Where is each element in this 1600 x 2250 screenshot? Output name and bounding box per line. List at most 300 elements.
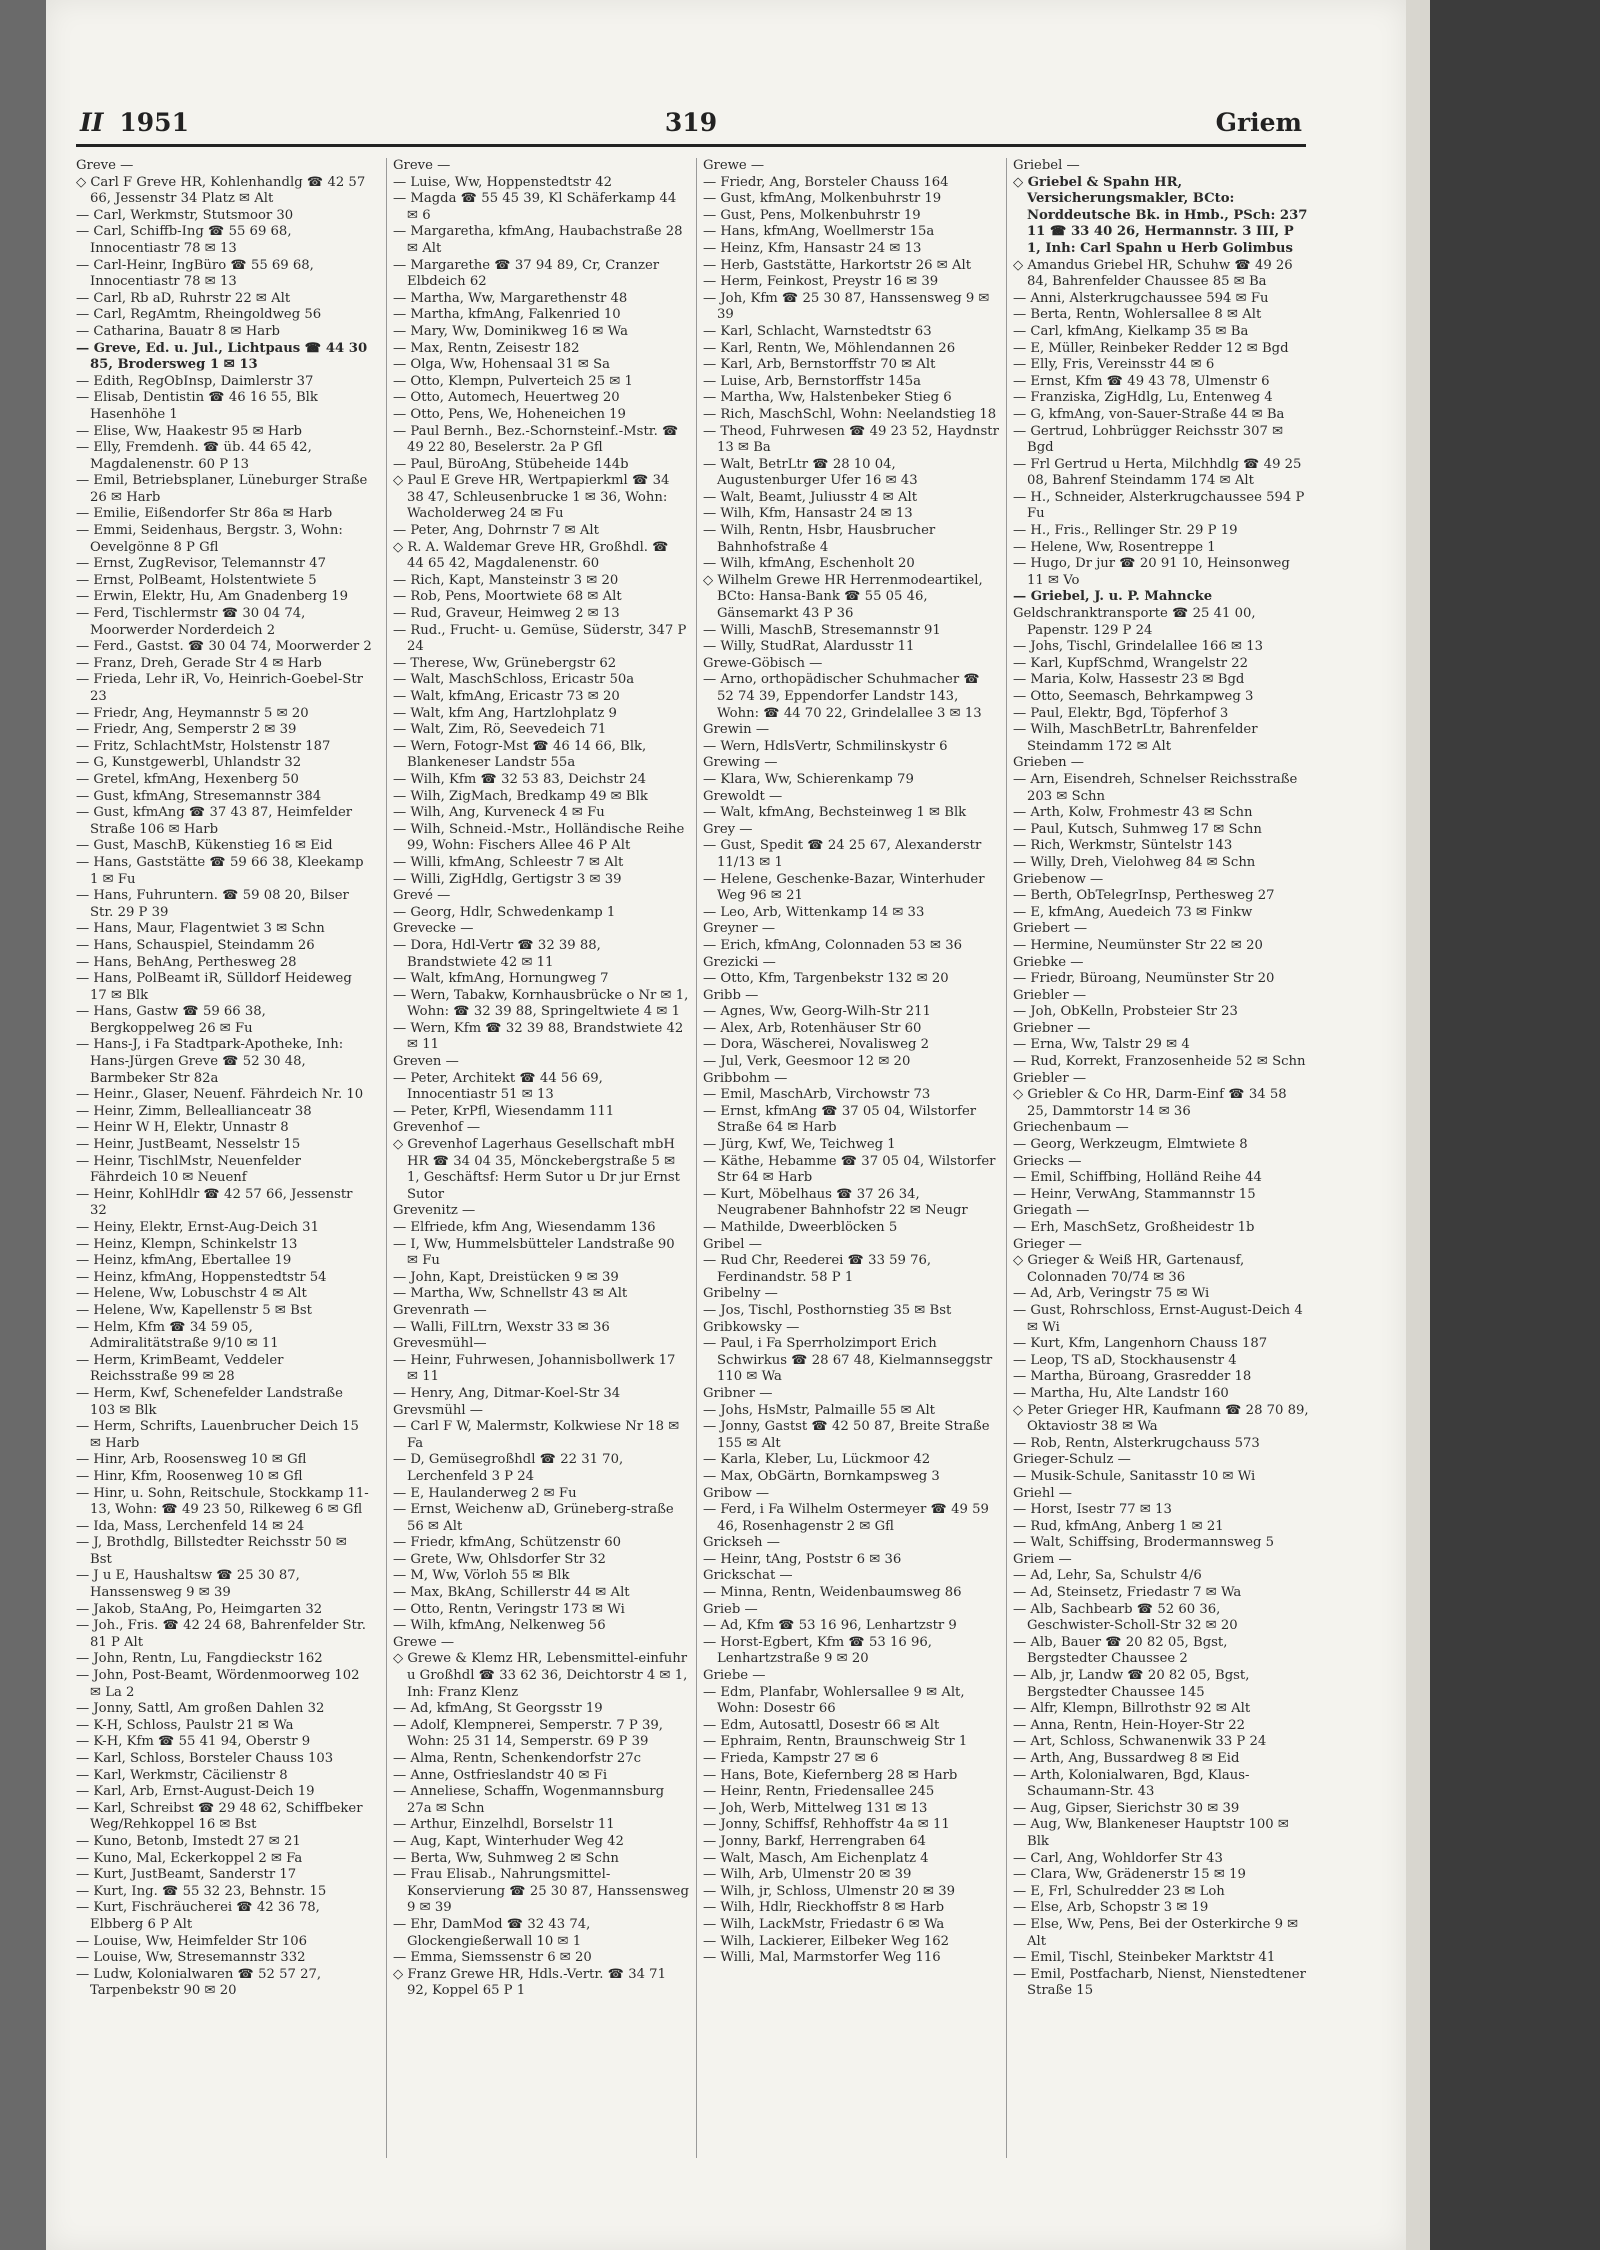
directory-entry: — Martha, Hu, Alte Landstr 160 [1013,1385,1229,1401]
directory-entry: — Ehr, DamMod ☎ 32 43 74, Glockengießerwall 10 ✉ 1 [393,1916,591,1949]
directory-entry: Geldschranktransporte ☎ 25 41 00, Papenstr. 129 P 24 [1013,606,1256,638]
directory-entry: Grevé — [393,888,451,904]
directory-entry: Grieger-Schulz — [1013,1452,1131,1468]
directory-entry: — Frieda, Kampstr 27 ✉ 6 [703,1751,879,1766]
directory-entry: Griebler — [1013,1070,1087,1086]
directory-entry: ◇ Griebler & Co HR, Darm-Einf ☎ 34 58 25, Dammtorstr 14 ✉ 36 [1013,1087,1287,1119]
catchword: Griem [1215,108,1302,137]
directory-entry: — Hermine, Neumünster Str 22 ✉ 20 [1013,937,1263,953]
directory-entry: — Carl, kfmAng, Kielkamp 35 ✉ Ba [1013,323,1249,339]
directory-entry: — Heiny, Elektr, Ernst-Aug-Deich 31 [76,1220,319,1235]
directory-entry: — Griebel, J. u. P. Mahncke [1013,589,1213,605]
directory-entry: — Maria, Kolw, Hassestr 23 ✉ Bgd [1013,672,1245,688]
directory-entry: — Else, Ww, Pens, Bei der Osterkirche 9 ✉ Alt [1013,1916,1299,1949]
directory-entry: — Walt, BetrLtr ☎ 28 10 04, Augustenburger Ufer 16 ✉ 43 [703,456,918,489]
directory-entry: — Wilh, Kfm, Hansastr 24 ✉ 13 [703,506,913,522]
directory-entry: ◇ Franz Grewe HR, Hdls.-Vertr. ☎ 34 71 92, Koppel 65 P 1 [393,1966,666,1999]
running-head [76,106,1306,147]
directory-entry: — Rich, MaschSchl, Wohn: Neelandstieg 18 [703,406,997,422]
directory-entry: — Horst-Egbert, Kfm ☎ 53 16 96, Lenhartzstraße 9 ✉ 20 [703,1634,932,1667]
directory-entry: Grevenhof — [393,1120,481,1136]
directory-entry: Greyner — [703,921,776,937]
directory-entry: — Edm, Planfabr, Wohlersallee 9 ✉ Alt, Wohn: Dosestr 66 [703,1684,965,1717]
directory-entry: — Wilh, Ang, Kurveneck 4 ✉ Fu [393,805,605,821]
directory-entry: — Hans, Gastw ☎ 59 66 38, Bergkoppelweg 26 ✉ Fu [76,1004,266,1036]
directory-entry: — Hugo, Dr jur ☎ 20 91 10, Heinsonweg 11 ✉ Vo [1013,556,1290,588]
directory-entry: — Greve, Ed. u. Jul., Lichtpaus ☎ 44 30 85, Brodersweg 1 ✉ 13 [76,340,368,373]
directory-entry: — Otto, Rentn, Veringstr 173 ✉ Wi [393,1601,625,1617]
directory-entry: — Herb, Gaststätte, Harkortstr 26 ✉ Alt [703,257,972,273]
directory-entry: — Rob, Rentn, Alsterkrugchauss 573 [1013,1435,1260,1451]
directory-entry: Grey — [703,821,753,837]
directory-entry: — Hans, BehAng, Perthesweg 28 [76,954,297,970]
directory-columns [76,158,1309,2158]
directory-entry: — Wilh, Schneid.-Mstr., Holländische Reihe 99, Wohn: Fischers Allee 46 P Alt [393,821,685,854]
directory-entry: — Else, Arb, Schopstr 3 ✉ 19 [1013,1900,1209,1916]
directory-entry: — Peter, KrPfl, Wiesendamm 111 [393,1103,615,1119]
year-label: 1951 [119,108,189,137]
directory-entry: — Wilh, jr, Schloss, Ulmenstr 20 ✉ 39 [703,1883,956,1899]
directory-entry: — Ferd., Gastst. ☎ 30 04 74, Moorwerder 2 [76,639,372,655]
directory-entry: — Alex, Arb, Rotenhäuser Str 60 [703,1020,922,1036]
directory-entry: — Leop, TS aD, Stockhausenstr 4 [1013,1352,1237,1368]
directory-entry: Gribbohm — [703,1070,788,1086]
directory-entry: ◇ Paul E Greve HR, Wertpapierkml ☎ 34 38 47, Schleusenbrucke 1 ✉ 36, Wohn: Wacholderweg 24 ✉ Fu [393,473,670,522]
directory-entry: — Heinr, tAng, Poststr 6 ✉ 36 [703,1551,902,1567]
directory-entry: — Ernst, kfmAng ☎ 37 05 04, Wilstorfer Straße 64 ✉ Harb [703,1103,977,1136]
directory-entry: — Willy, Dreh, Vielohweg 84 ✉ Schn [1013,854,1256,870]
directory-entry: Griecks — [1013,1153,1082,1169]
directory-entry: — Wilh, Hdlr, Rieckhoffstr 8 ✉ Harb [703,1900,945,1916]
directory-entry: — Walt, Beamt, Juliusstr 4 ✉ Alt [703,489,917,505]
directory-entry: — Hinr, Arb, Roosensweg 10 ✉ Gfl [76,1452,307,1468]
directory-entry: — Alb, Sachbearb ☎ 52 60 36, Geschwister-Scholl-Str 32 ✉ 20 [1013,1601,1238,1634]
directory-entry: — Walt, kfmAng, Bechsteinweg 1 ✉ Blk [703,805,967,821]
directory-entry: — H., Schneider, Alsterkrugchaussee 594 P Fu [1013,489,1305,522]
directory-entry: Greve — [393,158,451,173]
directory-entry: — Alma, Rentn, Schenkendorfstr 27c [393,1751,642,1766]
directory-entry: — Walli, FilLtrn, Wexstr 33 ✉ 36 [393,1319,610,1335]
directory-entry: — Elfriede, kfm Ang, Wiesendamm 136 [393,1220,656,1235]
directory-entry: Gribkowsky — [703,1319,800,1335]
directory-entry: Grevesmühl— [393,1336,487,1352]
directory-entry: — Karl, Schloss, Borsteler Chauss 103 [76,1751,334,1766]
directory-entry: — Minna, Rentn, Weidenbaumsweg 86 [703,1585,962,1601]
page-number: 319 [664,108,718,137]
directory-entry: — Arthur, Einzelhdl, Borselstr 11 [393,1817,615,1833]
directory-entry: Grevecke — [393,921,474,937]
directory-entry: — Alfr, Klempn, Billrothstr 92 ✉ Alt [1013,1701,1251,1717]
directory-entry: — J u E, Haushaltsw ☎ 25 30 87, Hanssensweg 9 ✉ 39 [76,1568,300,1601]
directory-entry: — Emma, Siemssenstr 6 ✉ 20 [393,1950,592,1966]
directory-entry: — Aug, Gipser, Sierichstr 30 ✉ 39 [1013,1800,1240,1816]
directory-entry: — E, Haulanderweg 2 ✉ Fu [393,1485,577,1501]
directory-entry: — Rich, Kapt, Mansteinstr 3 ✉ 20 [393,572,619,588]
directory-entry: — Gust, Rohrschloss, Ernst-August-Deich 4 ✉ Wi [1013,1302,1303,1335]
directory-entry: — Heinr, Rentn, Friedensallee 245 [703,1784,935,1800]
directory-entry: — Art, Schloss, Schwanenwik 33 P 24 [1013,1734,1267,1750]
directory-entry: — Carl, Rb aD, Ruhrstr 22 ✉ Alt [76,290,291,306]
directory-entry: — Willi, Mal, Marmstorfer Weg 116 [703,1950,941,1966]
directory-entry: — Max, Rentn, Zeisestr 182 [393,340,580,356]
directory-entry: — Kurt, Fischräucherei ☎ 42 36 78, Elbberg 6 P Alt [76,1900,320,1932]
directory-entry: — E, kfmAng, Auedeich 73 ✉ Finkw [1013,904,1253,920]
directory-entry: — Martha, kfmAng, Falkenried 10 [393,307,621,323]
directory-entry: — Emmi, Seidenhaus, Bergstr. 3, Wohn: Oevelgönne 8 P Gfl [76,523,343,555]
directory-entry: — Margarethe ☎ 37 94 89, Cr, Cranzer Elbdeich 62 [393,257,660,290]
column-4 [1006,158,1309,2158]
directory-entry: — Ernst, Kfm ☎ 49 43 78, Ulmenstr 6 [1013,373,1270,389]
directory-entry: — Heinz, kfmAng, Ebertallee 19 [76,1253,292,1269]
directory-entry: — E, Müller, Reinbeker Redder 12 ✉ Bgd [1013,340,1289,356]
directory-entry: — Arth, Ang, Bussardweg 8 ✉ Eid [1013,1751,1240,1766]
directory-entry: — Joh, Werb, Mittelweg 131 ✉ 13 [703,1800,928,1816]
directory-entry: — Rob, Pens, Moortwiete 68 ✉ Alt [393,589,622,605]
directory-entry: — Friedr, Ang, Heymannstr 5 ✉ 20 [76,705,309,721]
directory-entry: — Friedr, Büroang, Neumünster Str 20 [1013,971,1275,987]
directory-entry: — Kurt, Möbelhaus ☎ 37 26 34, Neugrabener Bahnhofstr 22 ✉ Neugr [703,1186,968,1219]
directory-entry: — E, Frl, Schulredder 23 ✉ Loh [1013,1883,1225,1899]
directory-entry: — Wilh, Lackierer, Eilbeker Weg 162 [703,1933,950,1949]
directory-entry: — Frieda, Lehr iR, Vo, Heinrich-Goebel-Str 23 [76,672,363,704]
directory-entry: — Luise, Arb, Bernstorffstr 145a [703,373,922,389]
directory-entry: — G, kfmAng, von-Sauer-Straße 44 ✉ Ba [1013,406,1285,422]
directory-entry: — Carl, RegAmtm, Rheingoldweg 56 [76,307,322,323]
directory-entry: — Heinr, KohlHdlr ☎ 42 57 66, Jessenstr 32 [76,1186,353,1219]
directory-entry: — Friedr, Ang, Borsteler Chauss 164 [703,174,949,190]
directory-entry: — Karl, Arb, Ernst-August-Deich 19 [76,1784,315,1800]
directory-entry: Gribow — [703,1485,770,1501]
directory-entry: ◇ Grieger & Weiß HR, Gartenausf, Colonnaden 70/74 ✉ 36 [1013,1253,1245,1285]
directory-entry: — Martha, Büroang, Grasredder 18 [1013,1369,1252,1385]
directory-entry: — Ephraim, Rentn, Braunschweig Str 1 [703,1734,968,1750]
directory-entry: — I, Ww, Hummelsbütteler Landstraße 90 ✉ Fu [393,1236,675,1269]
directory-entry: — Heinr, VerwAng, Stammannstr 15 [1013,1186,1256,1202]
directory-entry: — Willy, StudRat, Alardusstr 11 [703,639,915,655]
directory-entry: — Paul Bernh., Bez.-Schornsteinf.-Mstr. ☎ 49 22 80, Beselerstr. 2a P Gfl [393,423,679,456]
directory-entry: — Elise, Ww, Haakestr 95 ✉ Harb [76,423,302,439]
directory-entry: — Wilh, Arb, Ulmenstr 20 ✉ 39 [703,1867,912,1883]
directory-entry: — Wern, Tabakw, Kornhausbrücke o Nr ✉ 1, Wohn: ☎ 32 39 88, Springeltwiete 4 ✉ 1 [393,987,689,1020]
directory-entry: — Horst, Isestr 77 ✉ 13 [1013,1502,1172,1518]
directory-entry: — Ad, Lehr, Sa, Schulstr 4/6 [1013,1568,1202,1584]
directory-entry: — Elly, Fris, Vereinsstr 44 ✉ 6 [1013,357,1215,373]
directory-entry: — Johs, Tischl, Grindelallee 166 ✉ 13 [1013,639,1264,655]
directory-entry: Grezicki — [703,954,776,970]
directory-entry: — Jonny, Schiffsf, Rehhoffstr 4a ✉ 11 [703,1817,950,1833]
directory-entry: Grewin — [703,722,770,738]
directory-entry: — Erna, Ww, Talstr 29 ✉ 4 [1013,1037,1190,1053]
directory-entry: — Hans, kfmAng, Woellmerstr 15a [703,224,935,240]
directory-entry: — Ernst, Weichenw aD, Grüneberg-straße 56 ✉ Alt [393,1502,674,1534]
directory-entry: ◇ Carl F Greve HR, Kohlenhandlg ☎ 42 57 66, Jessenstr 34 Platz ✉ Alt [76,174,366,207]
directory-entry: — Karl, Rentn, We, Möhlendannen 26 [703,340,956,356]
directory-entry: — Berta, Ww, Suhmweg 2 ✉ Schn [393,1850,619,1866]
directory-entry: — Jakob, StaAng, Po, Heimgarten 32 [76,1601,323,1617]
directory-entry: — Karl, KupfSchmd, Wrangelstr 22 [1013,655,1249,671]
directory-entry: — Erh, MaschSetz, Großheidestr 1b [1013,1220,1255,1235]
directory-entry: — Peter, Ang, Dohrnstr 7 ✉ Alt [393,523,599,539]
directory-entry: — Ad, kfmAng, St Georgsstr 19 [393,1701,603,1717]
directory-entry: — Helene, Ww, Kapellenstr 5 ✉ Bst [76,1302,312,1318]
directory-entry: — J, Brothdlg, Billstedter Reichsstr 50 ✉ Bst [76,1535,347,1567]
directory-entry: — Dora, Hdl-Vertr ☎ 32 39 88, Brandstwiete 42 ✉ 11 [393,937,601,970]
directory-entry: — Käthe, Hebamme ☎ 37 05 04, Wilstorfer Str 64 ✉ Harb [703,1153,996,1186]
directory-entry: — Rich, Werkmstr, Süntelstr 143 [1013,838,1233,854]
directory-entry: — K-H, Schloss, Paulstr 21 ✉ Wa [76,1717,294,1733]
directory-entry: Griebner — [1013,1020,1091,1036]
directory-entry: — Walt, Masch, Am Eichenplatz 4 [703,1850,929,1866]
directory-entry: — Walt, kfm Ang, Hartzlohplatz 9 [393,705,617,721]
directory-entry: Grevsmühl — [393,1402,483,1418]
directory-entry: Gribner — [703,1385,773,1401]
directory-entry: — Otto, Seemasch, Behrkampweg 3 [1013,689,1254,704]
directory-entry: — K-H, Kfm ☎ 55 41 94, Oberstr 9 [76,1734,311,1750]
directory-entry: — Hans, Gaststätte ☎ 59 66 38, Kleekamp 1 ✉ Fu [76,854,364,887]
directory-entry: — Carl-Heinr, IngBüro ☎ 55 69 68, Innocentiastr 78 ✉ 13 [76,257,314,290]
directory-entry: Gribb — [703,987,759,1003]
directory-entry: — Arn, Eisendreh, Schnelser Reichsstraße 203 ✉ Schn [1013,771,1298,804]
directory-entry: — Hans, Schauspiel, Steindamm 26 [76,937,315,953]
directory-entry: — Otto, Klempn, Pulverteich 25 ✉ 1 [393,373,633,389]
directory-entry: — Therese, Ww, Grünebergstr 62 [393,655,617,671]
directory-entry: — Alb, Bauer ☎ 20 82 05, Bgst, Bergstedter Chaussee 2 [1013,1634,1228,1667]
directory-entry: — Heinr, Fuhrwesen, Johannisbollwerk 17 ✉ 11 [393,1352,676,1385]
directory-entry: Grewe — [393,1634,455,1650]
directory-entry: — Agnes, Ww, Georg-Wilh-Str 211 [703,1004,931,1020]
directory-entry: — Ludw, Kolonialwaren ☎ 52 57 27, Tarpenbekstr 90 ✉ 20 [76,1966,322,1999]
directory-entry: — Joh, Kfm ☎ 25 30 87, Hanssensweg 9 ✉ 39 [703,290,990,323]
directory-entry: — Wilh, LackMstr, Friedastr 6 ✉ Wa [703,1916,945,1932]
directory-entry: — Rud, kfmAng, Anberg 1 ✉ 21 [1013,1518,1224,1534]
directory-entry: Grevenrath — [393,1302,487,1318]
directory-entry: — Willi, kfmAng, Schleestr 7 ✉ Alt [393,854,624,870]
directory-entry: — Karl, Schlacht, Warnstedtstr 63 [703,323,932,339]
column-2 [386,158,689,2158]
directory-entry: Grevenitz — [393,1203,476,1219]
directory-entry: — Georg, Werkzeugm, Elmtwiete 8 [1013,1137,1248,1153]
directory-entry: ◇ Peter Grieger HR, Kaufmann ☎ 28 70 89, Oktaviostr 38 ✉ Wa [1013,1402,1309,1435]
directory-entry: — Karl, Schreibst ☎ 29 48 62, Schiffbeker Weg/Rehkoppel 16 ✉ Bst [76,1800,363,1833]
directory-entry: — Carl, Ang, Wohldorfer Str 43 [1013,1850,1223,1866]
directory-entry: — Martha, Ww, Margarethenstr 48 [393,290,628,306]
directory-entry: Gribel — [703,1236,762,1252]
directory-entry: ◇ Grevenhof Lagerhaus Gesellschaft mbH HR ☎ 34 04 35, Mönckebergstraße 5 ✉ 1, Geschäftsf: Herm Sutor u Dr jur Ernst Sutor [393,1137,680,1202]
directory-entry: — Peter, Architekt ☎ 44 56 69, Innocentiastr 51 ✉ 13 [393,1070,603,1103]
column-3 [696,158,999,2158]
directory-entry: — Hans, PolBeamt iR, Sülldorf Heideweg 17 ✉ Blk [76,971,352,1003]
directory-entry: — Johs, HsMstr, Palmaille 55 ✉ Alt [703,1402,935,1418]
directory-entry: — Arth, Kolonialwaren, Bgd, Klaus-Schaumann-Str. 43 [1013,1767,1250,1800]
directory-entry: — Emil, Schiffbing, Holländ Reihe 44 [1013,1170,1262,1186]
directory-entry: — Leo, Arb, Wittenkamp 14 ✉ 33 [703,904,925,920]
directory-entry: — Walt, kfmAng, Ericastr 73 ✉ 20 [393,689,620,704]
scan-border-left [0,0,46,2250]
directory-entry: — Dora, Wäscherei, Novalisweg 2 [703,1037,929,1053]
directory-entry: Griem — [1013,1551,1072,1567]
directory-entry: — Emil, Betriebsplaner, Lüneburger Straße 26 ✉ Harb [76,473,368,505]
directory-entry: — Heinr W H, Elektr, Unnastr 8 [76,1120,289,1136]
scan-border-right [1430,0,1600,2250]
directory-entry: — Paul, Kutsch, Suhmweg 17 ✉ Schn [1013,821,1262,837]
directory-entry: — Helene, Geschenke-Bazar, Winterhuder Weg 96 ✉ 21 [703,871,985,904]
directory-entry: — Ferd, i Fa Wilhelm Ostermeyer ☎ 49 59 46, Rosenhagenstr 2 ✉ Gfl [703,1502,989,1534]
directory-entry: — Heinr., Glaser, Neuenf. Fährdeich Nr. 10 [76,1087,364,1103]
directory-entry: — Otto, Pens, We, Hoheneichen 19 [393,406,626,422]
directory-entry: — Edith, RegObInsp, Daimlerstr 37 [76,373,314,389]
directory-entry: — Hinr, u. Sohn, Reitschule, Stockkamp 11-13, Wohn: ☎ 49 23 50, Rilkeweg 6 ✉ Gfl [76,1485,369,1518]
directory-entry: — Alb, jr, Landw ☎ 20 82 05, Bgst, Bergstedter Chaussee 145 [1013,1668,1250,1700]
directory-entry: — John, Kapt, Dreistücken 9 ✉ 39 [393,1269,619,1285]
directory-entry: — Kurt, JustBeamt, Sanderstr 17 [76,1867,297,1883]
directory-entry: — Kuno, Mal, Eckerkoppel 2 ✉ Fa [76,1850,303,1866]
directory-entry: Griebke — [1013,954,1084,970]
directory-entry: — M, Ww, Vörloh 55 ✉ Blk [393,1568,570,1584]
directory-entry: ◇ Amandus Griebel HR, Schuhw ☎ 49 26 84, Bahrenfelder Chaussee 85 ✉ Ba [1013,257,1293,290]
directory-entry: — Erich, kfmAng, Colonnaden 53 ✉ 36 [703,937,962,953]
directory-entry: Grieben — [1013,755,1084,771]
directory-entry: — Ad, Steinsetz, Friedastr 7 ✉ Wa [1013,1585,1242,1601]
directory-entry: — Arth, Kolw, Frohmestr 43 ✉ Schn [1013,805,1253,821]
directory-entry: — Carl, Schiffb-Ing ☎ 55 69 68, Innocentiastr 78 ✉ 13 [76,224,292,256]
directory-entry: Griebe — [703,1668,766,1684]
directory-entry: — Musik-Schule, Sanitasstr 10 ✉ Wi [1013,1468,1256,1484]
directory-entry: — D, Gemüsegroßhdl ☎ 22 31 70, Lerchenfeld 3 P 24 [393,1452,624,1484]
directory-entry: — Herm, Schrifts, Lauenbrucher Deich 15 ✉ Harb [76,1419,359,1451]
directory-entry: — John, Rentn, Lu, Fangdieckstr 162 [76,1651,323,1667]
directory-entry: — Friedr, kfmAng, Schützenstr 60 [393,1535,622,1551]
directory-entry: — Walt, MaschSchloss, Ericastr 50a [393,672,635,688]
directory-entry: — Franziska, ZigHdlg, Lu, Entenweg 4 [1013,390,1273,406]
directory-entry: — Willi, MaschB, Stresemannstr 91 [703,622,941,638]
directory-entry: ◇ Grewe & Klemz HR, Lebensmittel-einfuhr u Großhdl ☎ 33 62 36, Deichtorstr 4 ✉ 1, Inh: Franz Klenz [393,1651,688,1700]
directory-entry: — Hans, Maur, Flagentwiet 3 ✉ Schn [76,921,325,937]
directory-entry: — Adolf, Klempnerei, Semperstr. 7 P 39, Wohn: 25 31 14, Semperstr. 69 P 39 [393,1717,663,1750]
directory-entry: — Mathilde, Dweerblöcken 5 [703,1220,898,1235]
directory-entry: — Hinr, Kfm, Roosenweg 10 ✉ Gfl [76,1468,303,1484]
directory-entry: — Heinz, Klempn, Schinkelstr 13 [76,1236,298,1252]
directory-entry: — Grete, Ww, Ohlsdorfer Str 32 [393,1551,606,1567]
directory-entry: Grewe-Göbisch — [703,655,823,671]
directory-entry: — H., Fris., Rellinger Str. 29 P 19 [1013,523,1238,539]
directory-entry: — Heinr, TischlMstr, Neuenfelder Fährdeich 10 ✉ Neuenf [76,1153,301,1186]
directory-entry: — Louise, Ww, Stresemannstr 332 [76,1950,306,1966]
directory-entry: — Emil, Postfacharb, Nienst, Nienstedtener Straße 15 [1013,1966,1306,1999]
volume-marker: II [80,108,104,137]
directory-entry: — Catharina, Bauatr 8 ✉ Harb [76,323,280,339]
directory-entry: — Wilh, ZigMach, Bredkamp 49 ✉ Blk [393,788,648,804]
directory-entry: — Henry, Ang, Ditmar-Koel-Str 34 [393,1385,621,1401]
directory-entry: — Louise, Ww, Heimfelder Str 106 [76,1933,308,1949]
directory-entry: — G, Kunstgewerbl, Uhlandstr 32 [76,755,302,771]
directory-entry: — Gust, kfmAng, Stresemannstr 384 [76,788,322,804]
directory-entry: — Gust, Spedit ☎ 24 25 67, Alexanderstr 11/13 ✉ 1 [703,838,982,870]
directory-entry: — Margaretha, kfmAng, Haubachstraße 28 ✉ Alt [393,224,683,256]
directory-entry: Greve — [76,158,134,173]
directory-entry: — Jul, Verk, Geesmoor 12 ✉ 20 [703,1054,911,1070]
directory-entry: — Erwin, Elektr, Hu, Am Gnadenberg 19 [76,589,349,605]
directory-entry: Grickschat — [703,1568,793,1584]
directory-entry: Griebel — [1013,158,1080,173]
directory-entry: — Paul, BüroAng, Stübeheide 144b [393,456,629,472]
directory-entry: Grieb — [703,1601,758,1617]
directory-entry: — Theod, Fuhrwesen ☎ 49 23 52, Haydnstr 13 ✉ Ba [703,423,999,456]
directory-entry: — Jos, Tischl, Posthornstieg 35 ✉ Bst [703,1302,952,1318]
directory-entry: — Anni, Alsterkrugchaussee 594 ✉ Fu [1013,290,1269,306]
directory-entry: — Wilh, Rentn, Hsbr, Hausbrucher Bahnhofstraße 4 [703,523,936,555]
directory-entry: — John, Post-Beamt, Wördenmoorweg 102 ✉ La 2 [76,1668,360,1700]
directory-entry: — Friedr, Ang, Semperstr 2 ✉ 39 [76,722,297,738]
directory-entry: — Fritz, SchlachtMstr, Holstenstr 187 [76,738,331,754]
directory-entry: — Magda ☎ 55 45 39, Kl Schäferkamp 44 ✉ 6 [393,191,677,223]
directory-entry: — Carl F W, Malermstr, Kolkwiese Nr 18 ✉ Fa [393,1419,680,1451]
directory-entry: — Arno, orthopädischer Schuhmacher ☎ 52 74 39, Eppendorfer Landstr 143, Wohn: ☎ 44 70 22, Grindelallee 3 ✉ 13 [703,672,982,721]
directory-entry: — Frau Elisab., Nahrungsmittel-Konservierung ☎ 25 30 87, Hanssensweg 9 ✉ 39 [393,1867,689,1916]
directory-entry: — Wilh, Kfm ☎ 32 53 83, Deichstr 24 [393,771,646,787]
directory-entry: — Franz, Dreh, Gerade Str 4 ✉ Harb [76,655,322,671]
directory-entry: — Jonny, Gastst ☎ 42 50 87, Breite Straße 155 ✉ Alt [703,1419,990,1451]
directory-entry: — Anneliese, Schaffn, Wogenmannsburg 27a ✉ Schn [393,1784,665,1816]
directory-entry: — Anna, Rentn, Hein-Hoyer-Str 22 [1013,1717,1246,1733]
directory-entry: — Herm, Kwf, Schenefelder Landstraße 103 ✉ Blk [76,1385,343,1418]
directory-entry: — Karla, Kleber, Lu, Lückmoor 42 [703,1452,931,1468]
directory-entry: — Gust, MaschB, Kükenstieg 16 ✉ Eid [76,838,333,854]
directory-entry: — Wern, Fotogr-Mst ☎ 46 14 66, Blk, Blankeneser Landstr 55a [393,738,647,771]
directory-entry: — Frl Gertrud u Herta, Milchhdlg ☎ 49 25 08, Bahrenf Steindamm 174 ✉ Alt [1013,456,1302,489]
directory-entry: — Carl, Werkmstr, Stutsmoor 30 [76,207,294,223]
directory-entry: Grewing — [703,755,778,771]
directory-entry: — Georg, Hdlr, Schwedenkamp 1 [393,904,616,920]
directory-entry: — Ad, Kfm ☎ 53 16 96, Lenhartzstr 9 [703,1618,957,1634]
directory-entry: — Helm, Kfm ☎ 34 59 05, Admiralitätstraße 9/10 ✉ 11 [76,1319,279,1352]
directory-entry: — Anne, Ostfrieslandstr 40 ✉ Fi [393,1767,608,1783]
directory-entry: — Max, BkAng, Schillerstr 44 ✉ Alt [393,1585,630,1601]
directory-entry: — Berta, Rentn, Wohlersallee 8 ✉ Alt [1013,307,1262,323]
directory-entry: Grickseh — [703,1535,780,1551]
directory-entry: — Joh., Fris. ☎ 42 24 68, Bahrenfelder Str. 81 P Alt [76,1618,366,1650]
directory-entry: — Rud, Graveur, Heimweg 2 ✉ 13 [393,606,620,622]
directory-entry: — Mary, Ww, Dominikweg 16 ✉ Wa [393,323,628,339]
directory-entry: Griebler — [1013,987,1087,1003]
directory-entry: Griechenbaum — [1013,1120,1129,1136]
directory-entry: — Otto, Automech, Heuertweg 20 [393,390,620,406]
directory-entry: — Herm, Feinkost, Preystr 16 ✉ 39 [703,274,939,290]
directory-entry: — Emil, MaschArb, Virchowstr 73 [703,1087,931,1103]
directory-entry: — Karl, Werkmstr, Cäcilienstr 8 [76,1767,288,1783]
directory-entry: — Aug, Kapt, Winterhuder Weg 42 [393,1833,624,1849]
directory-entry: — Otto, Kfm, Targenbekstr 132 ✉ 20 [703,971,949,987]
directory-entry: — Heinz, Kfm, Hansastr 24 ✉ 13 [703,240,922,256]
directory-entry: Griegath — [1013,1203,1090,1219]
directory-entry: — Elisab, Dentistin ☎ 46 16 55, Blk Hasenhöhe 1 [76,390,318,422]
directory-entry: — Martha, Ww, Halstenbeker Stieg 6 [703,390,952,406]
directory-entry: — Martha, Ww, Schnellstr 43 ✉ Alt [393,1286,628,1302]
column-1 [76,158,372,2158]
directory-entry: — Wilh, kfmAng, Nelkenweg 56 [393,1618,606,1634]
directory-entry: — Jonny, Sattl, Am großen Dahlen 32 [76,1701,325,1717]
directory-entry: — Clara, Ww, Grädenerstr 15 ✉ 19 [1013,1867,1246,1883]
directory-entry: — Ernst, ZugRevisor, Telemannstr 47 [76,556,326,572]
directory-entry: Grewoldt — [703,788,783,804]
directory-entry: — Hans-J, i Fa Stadtpark-Apotheke, Inh: Hans-Jürgen Greve ☎ 52 30 48, Barmbeker Str 82a [76,1037,344,1086]
directory-entry: — Helene, Ww, Lobuschstr 4 ✉ Alt [76,1286,307,1302]
directory-entry: — Edm, Autosattl, Dosestr 66 ✉ Alt [703,1717,940,1733]
directory-entry: — Ferd, Tischlermstr ☎ 30 04 74, Moorwerder Norderdeich 2 [76,606,306,638]
directory-entry: — Paul, Elektr, Bgd, Töpferhof 3 [1013,705,1229,721]
directory-entry: — Elly, Fremdenh. ☎ üb. 44 65 42, Magdalenenstr. 60 P 13 [76,440,312,472]
directory-entry: — Kurt, Ing. ☎ 55 32 23, Behnstr. 15 [76,1883,327,1899]
directory-entry: — Gust, kfmAng ☎ 37 43 87, Heimfelder Straße 106 ✉ Harb [76,805,353,837]
